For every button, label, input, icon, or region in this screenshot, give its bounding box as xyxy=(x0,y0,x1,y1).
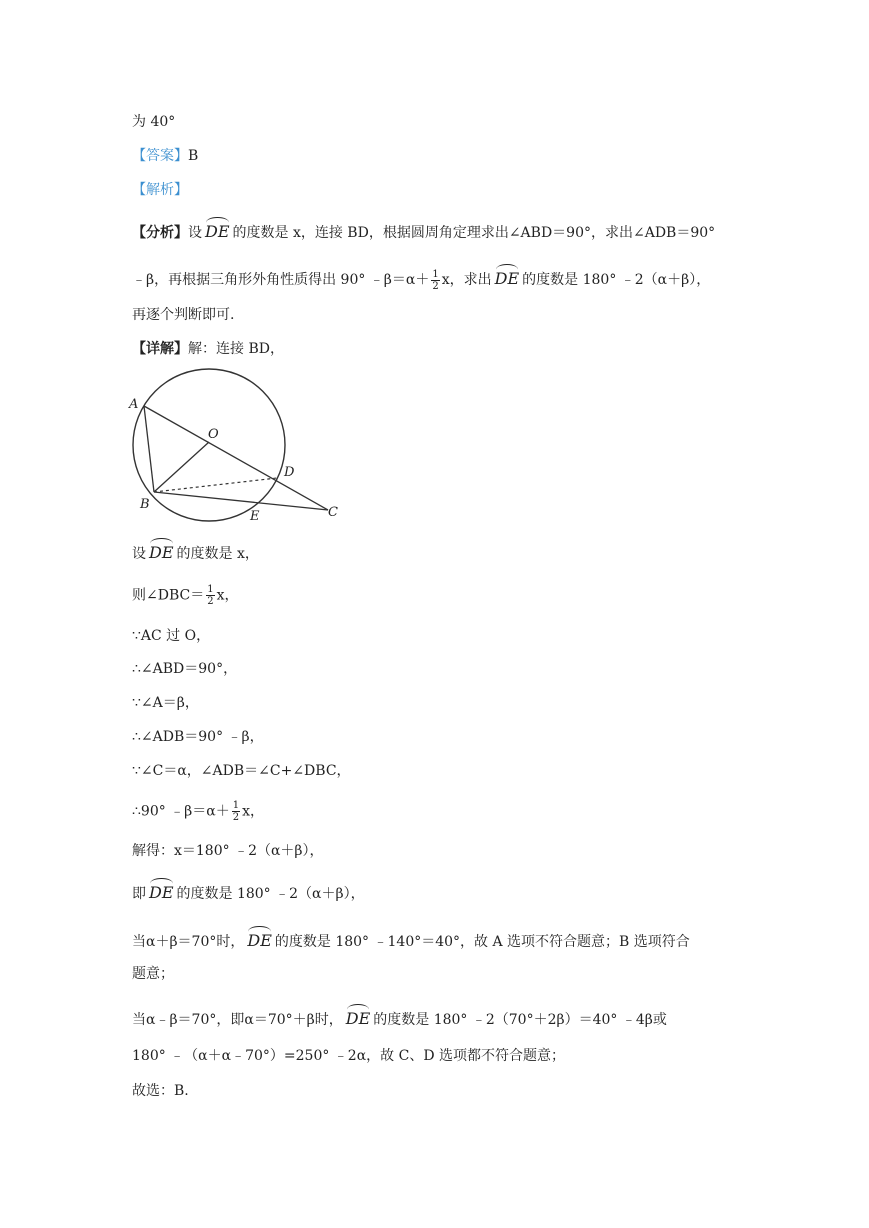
segment-bo xyxy=(154,442,209,492)
segment-ab xyxy=(144,406,154,492)
label-b: B xyxy=(140,497,150,512)
answer-label: 【答案】 xyxy=(132,148,188,164)
fraction: $\frac{1}{2}$ xyxy=(432,268,439,292)
label-a: A xyxy=(129,397,139,412)
fraction: $\frac{1}{2}$ xyxy=(207,584,214,607)
analysis-label: 【解析】 xyxy=(132,182,188,198)
step-13: 当α﹣β＝70°，即α＝70°＋β时， DE 的度数是 180° ﹣2（70°＋2β）＝40° ﹣4β或 xyxy=(132,1004,667,1029)
step-12: 题意； xyxy=(132,966,174,982)
step-1: 设 DE 的度数是 x， xyxy=(132,538,259,563)
text-line: 为 40° xyxy=(132,114,176,130)
arc-de: DE xyxy=(149,538,174,562)
label-d: D xyxy=(284,465,295,480)
step-10: 即 DE 的度数是 180° ﹣2（α＋β）， xyxy=(132,878,365,903)
step-8: ∴90° ﹣β＝α＋ $\frac{1}{2}$ x， xyxy=(132,800,265,823)
analysis-line-3: 再逐个判断即可. xyxy=(132,307,235,323)
step-5: ∵∠A＝β， xyxy=(132,695,199,711)
step-14: 180° ﹣（α＋α﹣70°）=250° ﹣2α，故 C、D 选项都不符合题意； xyxy=(132,1048,565,1064)
label-e: E xyxy=(250,509,260,524)
analysis-line-2: ﹣β，再根据三角形外角性质得出 90° ﹣β＝α＋ $\frac{1}{2}$ x，求出 DE 的度数是 180° ﹣2（α＋β）， xyxy=(132,264,710,292)
step-6: ∴∠ADB＝90° ﹣β， xyxy=(132,729,264,745)
label-o: O xyxy=(208,427,219,442)
geometry-figure xyxy=(128,362,348,527)
arc-de: DE xyxy=(495,264,520,288)
label-c: C xyxy=(328,505,338,520)
fraction: $\frac{1}{2}$ xyxy=(232,800,240,823)
arc-de: DE xyxy=(346,1004,371,1028)
step-4: ∴∠ABD＝90°， xyxy=(132,661,238,677)
step-3: ∵AC 过 O， xyxy=(132,628,211,644)
step-9: 解得：x＝180° ﹣2（α＋β）， xyxy=(132,843,324,859)
arc-de: DE xyxy=(149,878,174,902)
step-11: 当α＋β＝70°时， DE 的度数是 180° ﹣140°＝40°，故 A 选项不符合题意；B 选项符合 xyxy=(132,926,690,951)
analysis-line-1: 【分析】设 DE 的度数是 x，连接 BD，根据圆周角定理求出∠ABD＝90°，求出∠ADB＝90° xyxy=(132,217,715,242)
answer-line: 【答案】B xyxy=(132,148,199,164)
step-7: ∵∠C＝α，∠ADB＝∠C+∠DBC， xyxy=(132,763,351,779)
arc-de: DE xyxy=(205,217,230,241)
segment-bd xyxy=(154,478,277,492)
step-2: 则∠DBC＝ $\frac{1}{2}$ x， xyxy=(132,584,239,607)
step-15: 故选：B. xyxy=(132,1083,189,1099)
arc-de: DE xyxy=(247,926,272,950)
detail-line: 【详解】解：连接 BD， xyxy=(132,341,284,357)
